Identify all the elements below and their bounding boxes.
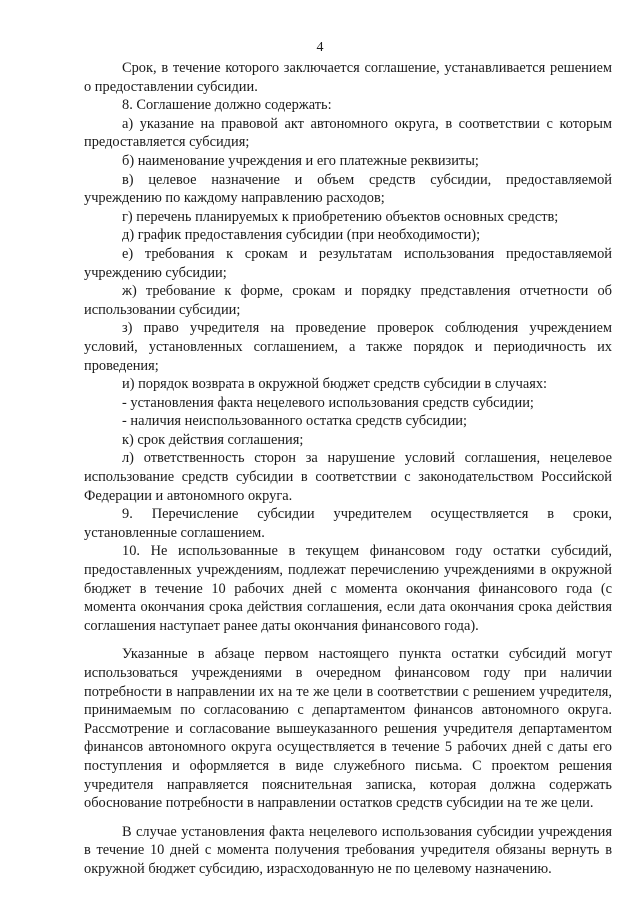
- list-item-z: з) право учредителя на проведение проверок соблюдения учреждением условий, установленных соглашением, а также порядок и периодичность их проведения;: [84, 320, 612, 374]
- list-item-d: д) график предоставления субсидии (при необходимости);: [122, 227, 481, 244]
- list-item-e: е) требования к срокам и результатам использования предоставляемой учреждению субсидии;: [84, 245, 612, 281]
- paragraph-term: Срок, в течение которого заключается соглашение, устанавливается решением о предоставлении субсидии.: [84, 60, 612, 95]
- document-body: [84, 59, 612, 879]
- list-item-a: а) указание на правовой акт автономного округа, в соответствии с которым предоставляется субсидия;: [84, 115, 612, 151]
- list-subitem-misuse: - установления факта нецелевого использования средств субсидии;: [122, 394, 534, 411]
- page-number: 4: [316, 40, 324, 55]
- paragraph-10-remainders: Указанные в абзаце первом настоящего пункта остатки субсидий могут использоваться учреждениями в очередном финансовом году при наличии потребности в направлении их на те же цели в соответствии с решением учредителя, принимаемым по согласованию с департаментом финансов автономного округа. Рассмотрение и согласование вышеуказанного решения учредителя департаментом финансов автономного округа осуществляется в течение 5 рабочих дней с даты его поступления и оформляется в виде служебного письма. С проектом решения учредителя направляется пояснительная записка, которая должна содержать обоснование потребности в направлении остатков средств субсидии на те же цели.: [84, 646, 612, 812]
- list-item-k: к) срок действия соглашения;: [122, 431, 304, 448]
- list-item-v: в) целевое назначение и объем средств субсидии, предоставляемой учреждению по каждому направлению расходов;: [84, 171, 612, 207]
- list-item-i: и) порядок возврата в окружной бюджет средств субсидии в случаях:: [122, 376, 548, 393]
- paragraph-10: 10. Не использованные в текущем финансовом году остатки субсидий, предоставленных учреждениям, подлежат перечислению учреждениями в окружной бюджет в течение 10 рабочих дней с момента окончания финансового года (с момента окончания срока действия соглашения, если дата окончания срока действия соглашения наступает ранее даты окончания финансового года).: [84, 543, 612, 634]
- list-item-l: л) ответственность сторон за нарушение условий соглашения, нецелевое использование средств субсидии в соответствии с законодательством Российской Федерации и автономного округа.: [84, 450, 612, 504]
- list-item-zh: ж) требование к форме, срокам и порядку представления отчетности об использовании субсидии;: [84, 283, 612, 318]
- list-item-g: г) перечень планируемых к приобретению объектов основных средств;: [122, 208, 559, 225]
- list-subitem-remainder: - наличия неиспользованного остатка средств субсидии;: [122, 413, 467, 430]
- paragraph-9: 9. Перечисление субсидии учредителем осуществляется в сроки, установленные соглашением.: [84, 506, 612, 541]
- paragraph-8-heading: 8. Соглашение должно содержать:: [122, 97, 332, 114]
- list-item-b: б) наименование учреждения и его платежные реквизиты;: [122, 152, 479, 169]
- paragraph-10-misuse: В случае установления факта нецелевого использования субсидии учреждения в течение 10 дней с момента получения требования учредителя обязаны вернуть в окружной бюджет субсидию, израсходованную не по целевому назначению.: [84, 823, 612, 877]
